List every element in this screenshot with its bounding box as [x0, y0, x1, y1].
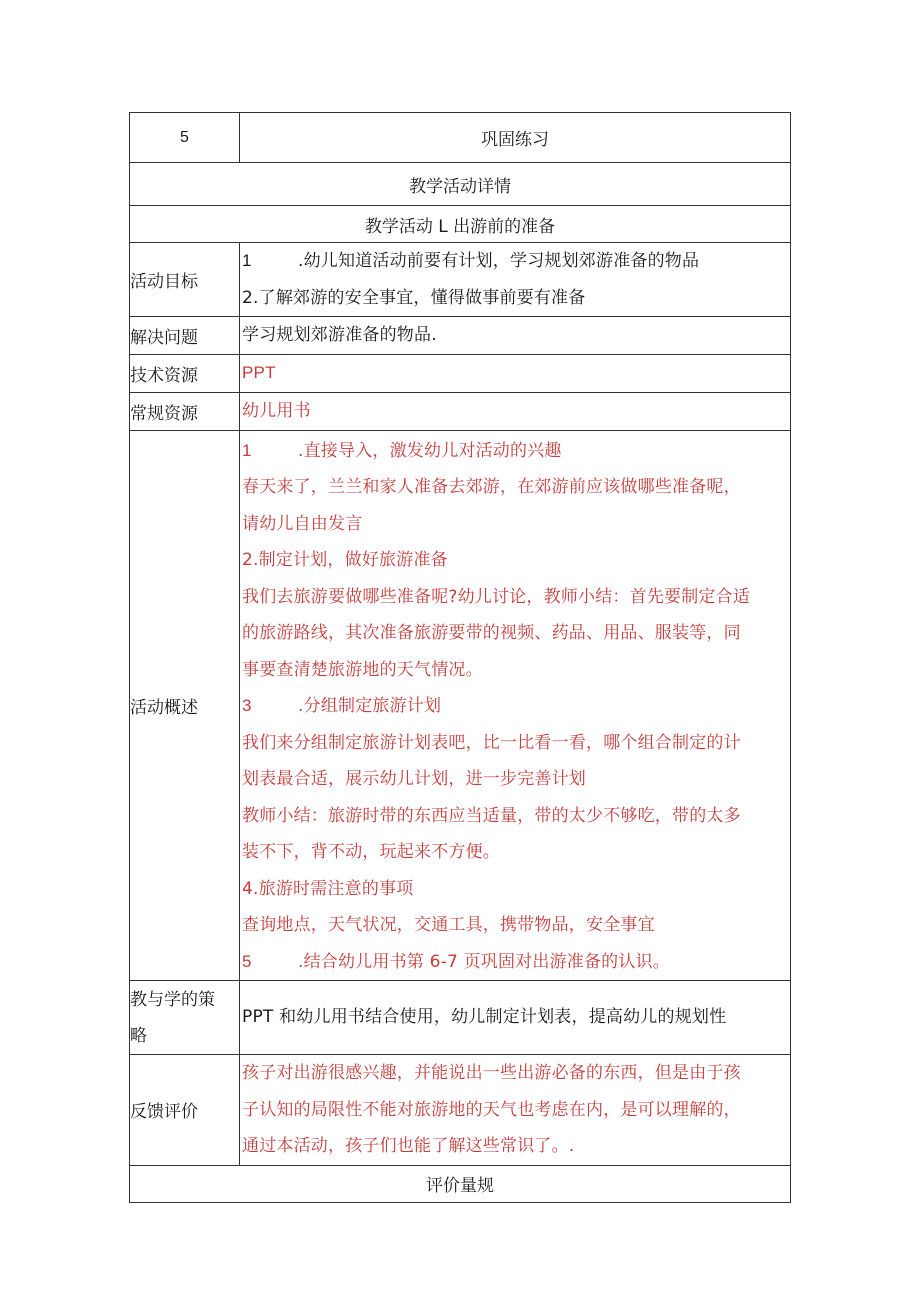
- strategy-label-line: 教与学的策: [130, 989, 215, 1010]
- overview-line: [240, 944, 790, 981]
- activity-title-row: [130, 206, 791, 243]
- overview-content: [240, 430, 791, 981]
- regular-label: 常规资源: [130, 392, 240, 430]
- overview-line: 装不下，背不动，玩起来不方便。: [242, 842, 500, 862]
- overview-line: 我们去旅游要做哪些准备呢?幼儿讨论，教师小结：首先要制定合适: [242, 586, 751, 607]
- section-title-row: [130, 163, 791, 206]
- overview-line: 我们来分组制定旅游计划表吧，比一比看一看，哪个组合制定的计: [242, 732, 741, 753]
- overview-line: [240, 433, 790, 470]
- row-number: 5: [130, 113, 240, 163]
- problem-content: [240, 317, 791, 355]
- feedback-row: [130, 1055, 791, 1166]
- strategy-label: [130, 981, 240, 1055]
- overview-number: 3: [242, 696, 252, 715]
- goal-item: [240, 243, 790, 280]
- overview-step-text: .结合幼儿用书第 6-7 页巩固对出游准备的认识。: [298, 951, 670, 972]
- goal-item: 2.了解郊游的安全事宜，懂得做事前要有准备: [242, 287, 586, 308]
- problem-row: [130, 317, 791, 355]
- rubric-row: [130, 1165, 791, 1202]
- goals-label: 活动目标: [130, 243, 240, 317]
- regular-text: 幼儿用书: [242, 400, 311, 421]
- feedback-content: [240, 1055, 791, 1166]
- overview-line: 的旅游路线，其次准备旅游要带的视频、药品、用品、服装等，同: [242, 623, 741, 643]
- overview-line: 请幼儿自由发言: [242, 513, 363, 534]
- goals-row: [130, 243, 791, 317]
- overview-line: 4.旅游时需注意的事项: [242, 878, 414, 899]
- tech-content: [240, 354, 791, 392]
- overview-number: 1: [242, 440, 252, 460]
- feedback-line: 子认知的局限性不能对旅游地的天气也考虑在内，是可以理解的，: [242, 1099, 741, 1120]
- goal-text: .幼儿知道活动前要有计划，学习规划郊游准备的物品: [298, 251, 700, 271]
- strategy-text: PPT 和幼儿用书结合使用，幼儿制定计划表，提高幼儿的规划性: [242, 1007, 727, 1028]
- problem-text: 学习规划郊游准备的物品.: [242, 325, 437, 345]
- section-title: 教学活动详情: [130, 163, 791, 206]
- strategy-content: [240, 981, 791, 1055]
- strategy-label-line: 略: [130, 1025, 147, 1046]
- goals-content: [240, 243, 791, 317]
- overview-label: 活动概述: [130, 430, 240, 981]
- tech-row: [130, 354, 791, 392]
- overview-line: 划表最合适，展示幼儿计划，进一步完善计划: [242, 769, 586, 789]
- tech-label: 技术资源: [130, 354, 240, 392]
- problem-label: 解决问题: [130, 317, 240, 355]
- feedback-line: 通过本活动，孩子们也能了解这些常识了。.: [242, 1136, 575, 1156]
- overview-line: 事要查清楚旅游地的天气情况。: [242, 659, 483, 680]
- lesson-plan-table: [129, 112, 791, 1203]
- regular-content: [240, 392, 791, 430]
- strategy-row: [130, 981, 791, 1055]
- overview-line: 2.制定计划，做好旅游准备: [242, 550, 448, 570]
- goal-number: 1: [242, 251, 252, 270]
- overview-line: 查询地点，天气状况，交通工具，携带物品，安全事宜: [242, 915, 655, 935]
- overview-row: [130, 430, 791, 981]
- overview-step-text: .直接导入，激发幼儿对活动的兴趣: [298, 440, 562, 461]
- regular-row: [130, 392, 791, 430]
- rubric-title: 评价量规: [130, 1165, 791, 1202]
- overview-line: 春天来了，兰兰和家人准备去郊游，在郊游前应该做哪些准备呢，: [242, 477, 741, 497]
- tech-text: PPT: [242, 362, 276, 382]
- overview-line: [240, 688, 790, 725]
- overview-number: 5: [242, 951, 252, 971]
- overview-step-text: .分组制定旅游计划: [298, 696, 442, 716]
- feedback-label: 反馈评价: [130, 1055, 240, 1166]
- row-consolidation: [130, 113, 791, 163]
- row-title: 巩固练习: [240, 113, 791, 163]
- feedback-line: 孩子对出游很感兴趣，并能说出一些出游必备的东西，但是由于孩: [242, 1063, 741, 1083]
- overview-line: 教师小结：旅游时带的东西应当适量，带的太少不够吃，带的太多: [242, 805, 741, 826]
- activity-title: 教学活动 L 出游前的准备: [130, 206, 791, 243]
